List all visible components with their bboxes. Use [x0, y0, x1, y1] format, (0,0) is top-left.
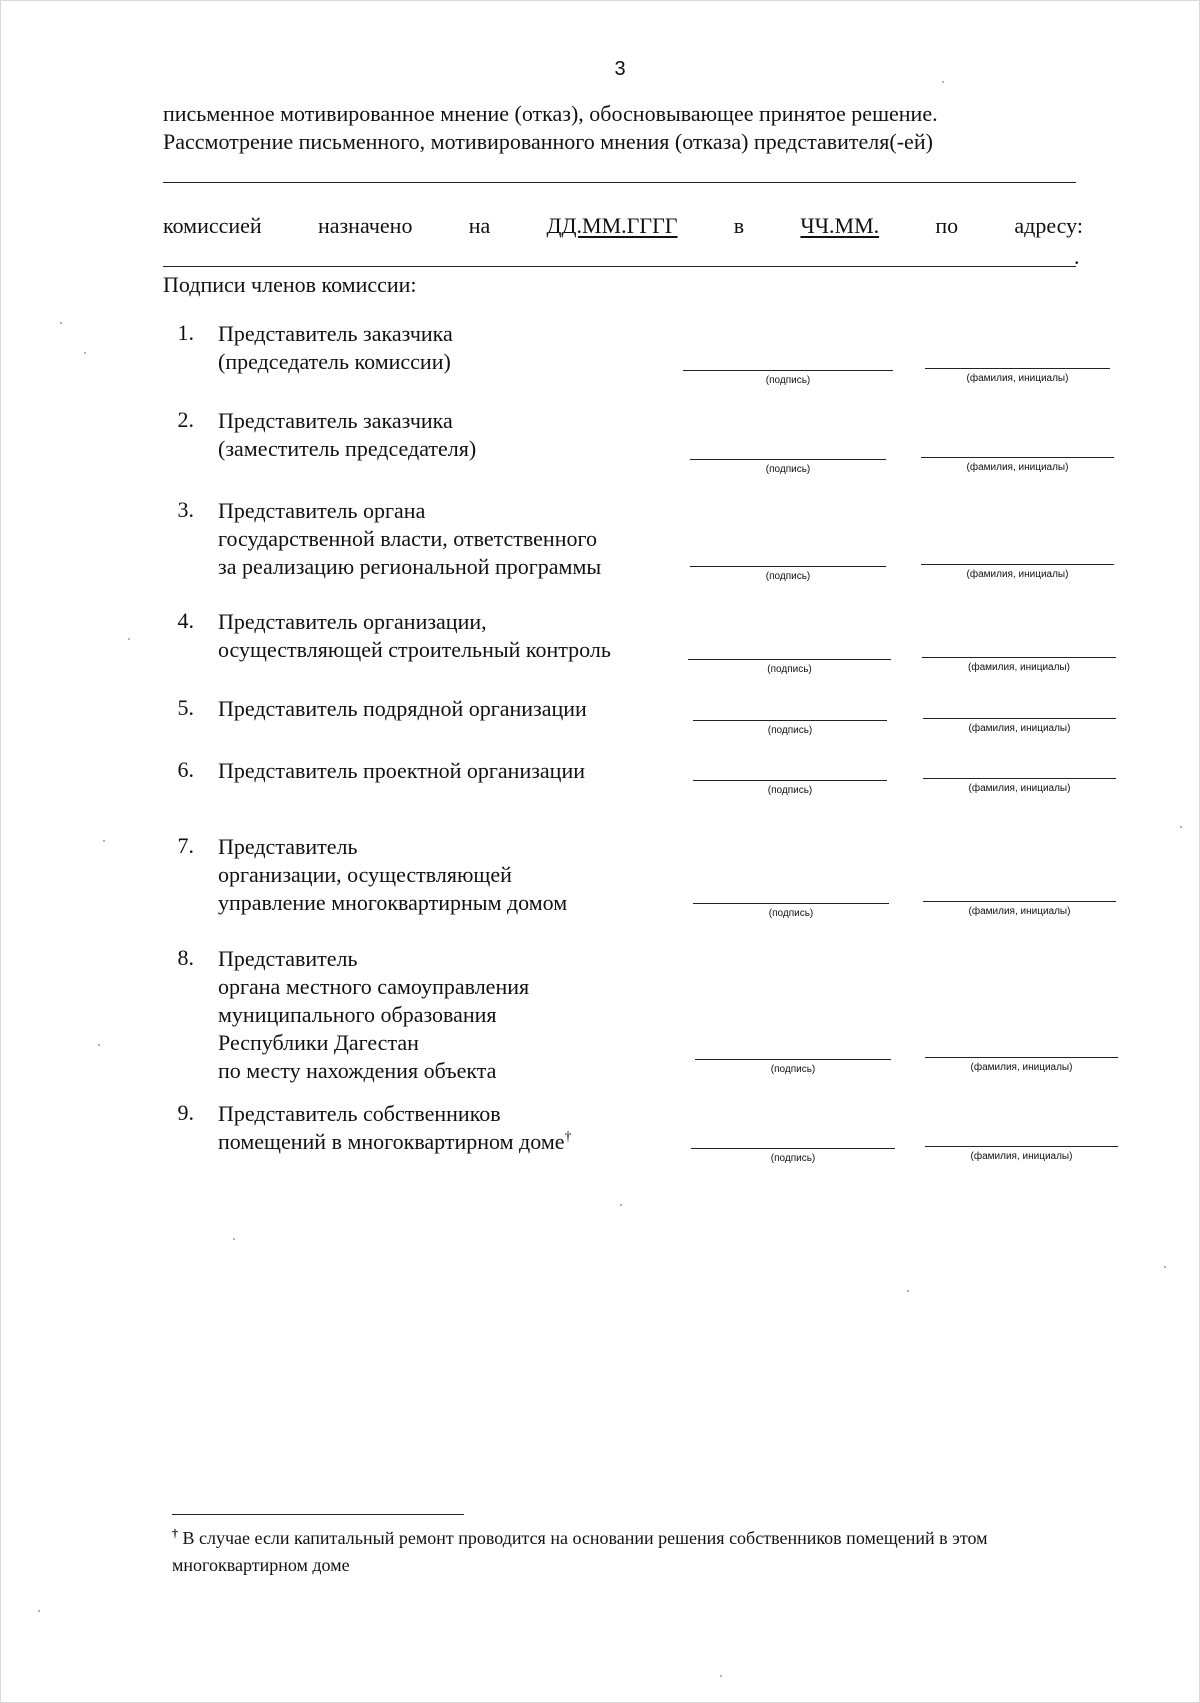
scan-speck [103, 840, 105, 842]
signatures-heading: Подписи членов комиссии: [163, 272, 417, 297]
member-number: 7. [177, 833, 194, 858]
member-title-line: Представитель проектной организации [218, 758, 585, 783]
name-caption: (фамилия, инициалы) [970, 1151, 1073, 1162]
scan-speck [720, 1675, 722, 1677]
member-title-line: Представитель собственников [218, 1101, 501, 1126]
member-title-1 [218, 320, 453, 376]
name-caption: (фамилия, инициалы) [970, 1062, 1073, 1073]
signature-line [691, 1148, 895, 1149]
scan-speck [620, 1204, 622, 1206]
address-end-period: . [1074, 244, 1080, 269]
member-title-line: помещений в многоквартирном доме [218, 1129, 565, 1154]
footnote-separator [172, 1514, 464, 1515]
member-title-9 [218, 1100, 572, 1156]
name-line [925, 1146, 1118, 1147]
member-title-line: муниципального образования [218, 1002, 497, 1027]
signature-line [693, 780, 887, 781]
signature-caption: (подпись) [767, 725, 813, 736]
footnote-reference-mark: † [564, 1129, 572, 1145]
footnote-text: В случае если капитальный ремонт проводится на основании решения собственников помещений в этом многоквартирном доме [172, 1528, 988, 1575]
name-caption: (фамилия, инициалы) [968, 662, 1070, 673]
member-title-line: по месту нахождения объекта [218, 1058, 497, 1083]
scan-speck [98, 1044, 100, 1046]
member-title-line: Представитель подрядной организации [218, 696, 587, 721]
footnote [172, 1525, 1112, 1579]
name-line [923, 778, 1116, 779]
name-caption: (фамилия, инициалы) [968, 906, 1071, 917]
member-title-line: организации, осуществляющей [218, 862, 512, 887]
page-number: 3 [614, 58, 626, 80]
scan-speck [1180, 826, 1182, 828]
signature-caption: (подпись) [767, 664, 812, 675]
signature-line [693, 720, 887, 721]
scan-speck [128, 638, 130, 640]
member-title-line: Представитель [218, 946, 358, 971]
member-number: 5. [177, 695, 194, 720]
member-title-line: (председатель комиссии) [218, 349, 451, 374]
name-line [923, 901, 1116, 902]
member-title-8 [218, 945, 529, 1085]
member-number: 8. [177, 945, 194, 970]
schedule-date-placeholder: ДД.ММ.ГГГГ [546, 213, 678, 238]
member-number: 6. [177, 757, 194, 782]
member-title-6 [218, 757, 585, 785]
scan-speck [60, 322, 62, 324]
member-title-line: (заместитель председателя) [218, 436, 477, 461]
member-title-line: органа местного самоуправления [218, 974, 530, 999]
name-line [921, 457, 1114, 458]
name-line [922, 657, 1116, 658]
schedule-word-appointed: назначено [317, 213, 413, 238]
name-line [925, 1057, 1118, 1058]
intro-line-1: письменное мотивированное мнение (отказ), обосновывающее принятое решение. [163, 101, 938, 126]
scan-speck [84, 352, 86, 354]
signature-line [693, 903, 889, 904]
footnote-mark: † [172, 1526, 178, 1540]
scan-speck [907, 1290, 909, 1292]
fill-in-line-address [163, 266, 1076, 267]
member-number: 1. [177, 320, 194, 345]
scan-speck [233, 1238, 235, 1240]
signature-caption: (подпись) [765, 375, 811, 386]
member-number: 3. [177, 497, 194, 522]
fill-in-line-representatives [163, 182, 1076, 183]
schedule-word-address: адресу: [1014, 213, 1083, 238]
signature-caption: (подпись) [770, 1064, 816, 1075]
signature-line [683, 370, 893, 371]
name-caption: (фамилия, инициалы) [966, 373, 1069, 384]
name-caption: (фамилия, инициалы) [966, 462, 1069, 473]
member-title-line: государственной власти, ответственного [218, 526, 597, 551]
schedule-word-commission: комиссией [163, 213, 262, 238]
scan-speck [38, 1610, 40, 1612]
member-title-7 [218, 833, 567, 917]
member-title-4 [218, 608, 611, 664]
scan-speck [942, 81, 944, 83]
signature-caption: (подпись) [765, 464, 811, 475]
member-title-5 [218, 695, 587, 723]
signature-caption: (подпись) [765, 571, 811, 582]
schedule-word-by: по [935, 213, 959, 238]
name-caption: (фамилия, инициалы) [966, 569, 1069, 580]
schedule-word-on: на [468, 213, 491, 238]
member-title-line: Представитель заказчика [218, 321, 453, 346]
signature-line [695, 1059, 891, 1060]
member-number: 2. [177, 407, 194, 432]
member-title-line: Представитель органа [218, 498, 426, 523]
signature-caption: (подпись) [768, 908, 814, 919]
name-caption: (фамилия, инициалы) [968, 723, 1071, 734]
schedule-row [163, 213, 1083, 239]
scan-speck [1164, 1266, 1166, 1268]
member-title-line: управление многоквартирным домом [218, 890, 568, 915]
name-line [921, 564, 1114, 565]
signature-caption: (подпись) [770, 1153, 816, 1164]
name-line [923, 718, 1116, 719]
schedule-word-at: в [733, 213, 745, 238]
member-title-2 [218, 407, 476, 463]
schedule-time-placeholder: ЧЧ.ММ. [800, 213, 880, 238]
member-title-line: за реализацию региональной программы [218, 554, 602, 579]
member-number: 4. [177, 608, 194, 633]
signature-line [690, 459, 886, 460]
name-caption: (фамилия, инициалы) [968, 783, 1071, 794]
signature-line [688, 659, 891, 660]
member-title-line: осуществляющей строительный контроль [218, 637, 611, 662]
member-title-line: Представитель [218, 834, 358, 859]
member-title-line: Представитель заказчика [218, 408, 453, 433]
member-title-line: Республики Дагестан [218, 1030, 419, 1055]
member-title-3 [218, 497, 601, 581]
signature-caption: (подпись) [767, 785, 813, 796]
name-line [925, 368, 1110, 369]
member-number: 9. [177, 1100, 194, 1125]
intro-line-2: Рассмотрение письменного, мотивированного мнения (отказа) представителя(-ей) [163, 129, 933, 154]
member-title-line-with-mark [218, 1128, 572, 1156]
signature-line [690, 566, 886, 567]
member-title-line: Представитель организации, [218, 609, 487, 634]
